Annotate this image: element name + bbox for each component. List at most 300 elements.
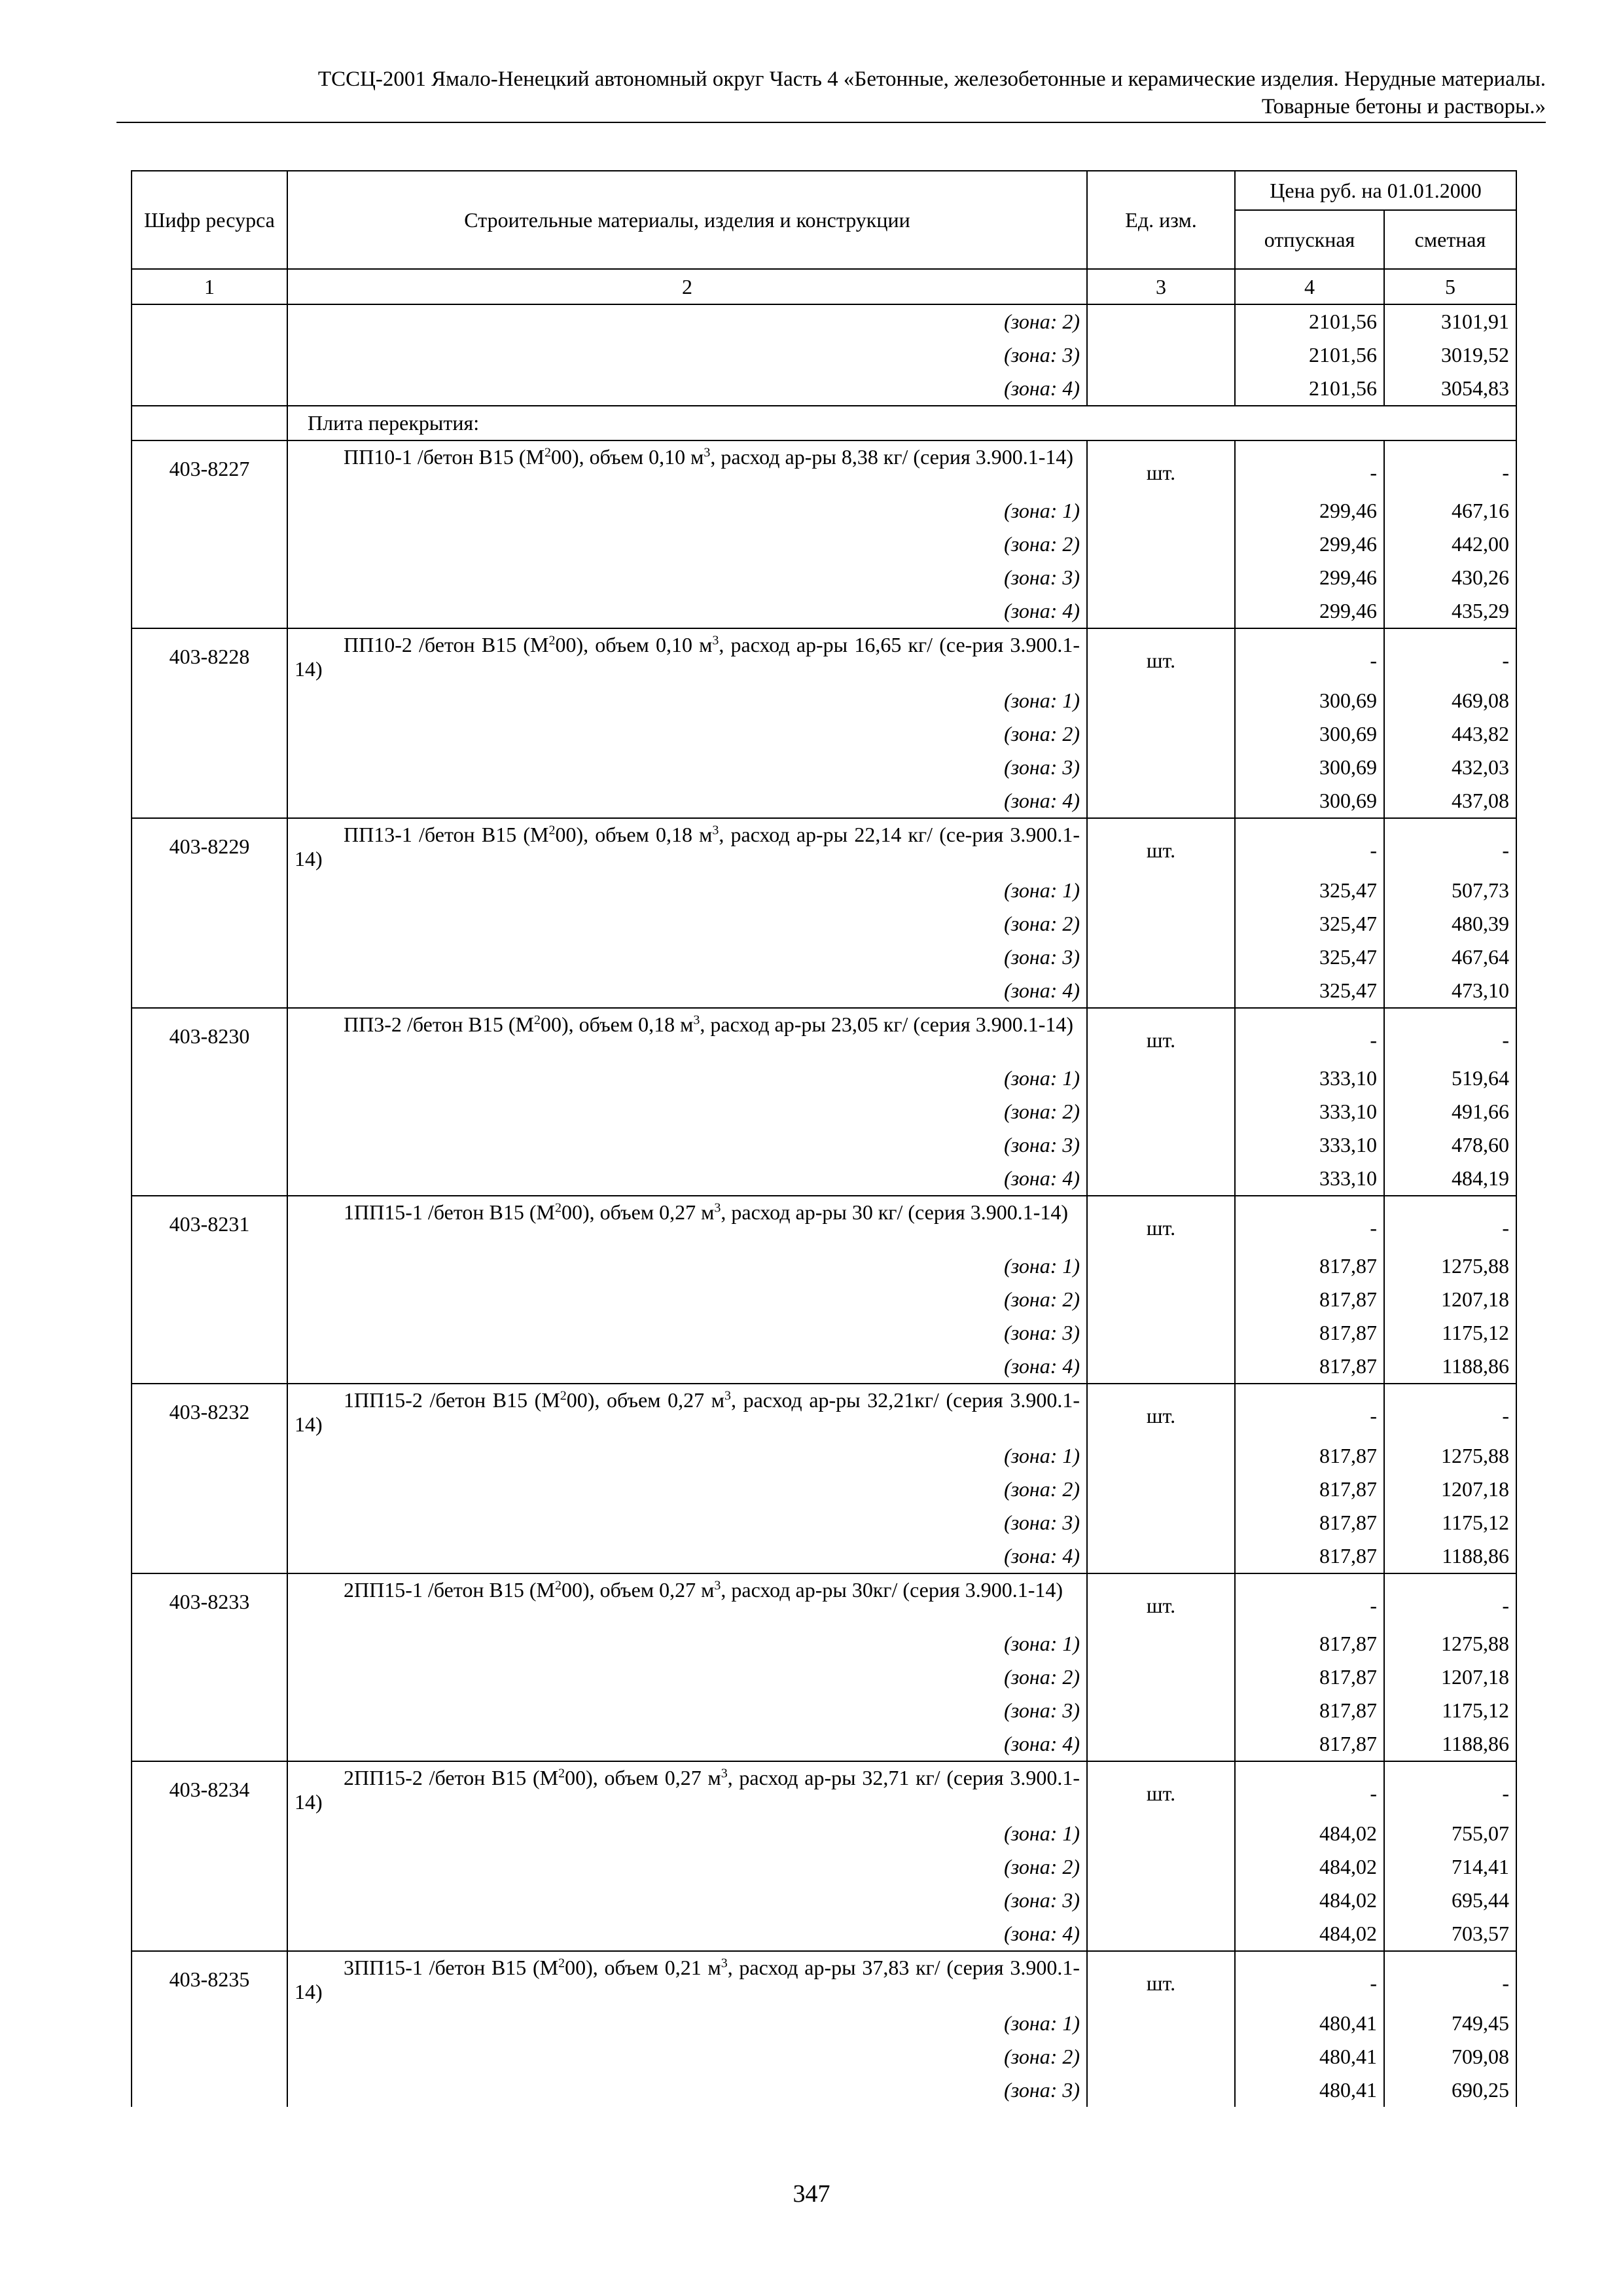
cell-release-price: 333,10 — [1235, 1128, 1384, 1162]
cell-unit: шт. — [1087, 818, 1235, 874]
cell-code-empty — [132, 1473, 287, 1506]
cell-zone: (зона: 1) — [287, 1627, 1087, 1660]
cell-item-name — [287, 628, 1087, 684]
cell-unit-empty — [1087, 874, 1235, 907]
cell-unit-empty — [1087, 1817, 1235, 1850]
cell-release-price: 484,02 — [1235, 1917, 1384, 1951]
cell-zone: (зона: 3) — [287, 338, 1087, 372]
item-name-superscript: 3 — [714, 1200, 721, 1215]
table-row-zone — [132, 1128, 1516, 1162]
cell-zone: (зона: 2) — [287, 1660, 1087, 1694]
table-row-item — [132, 1384, 1516, 1439]
cell-unit-empty — [1087, 528, 1235, 561]
item-name-superscript: 3 — [721, 1766, 728, 1781]
cell-estimate-price: 484,19 — [1384, 1162, 1516, 1196]
table-header — [132, 171, 1516, 304]
col-header-price: Цена руб. на 01.01.2000 — [1235, 171, 1516, 210]
cell-zone: (зона: 2) — [287, 1473, 1087, 1506]
cell-unit-empty — [1087, 1473, 1235, 1506]
cell-release-price: 325,47 — [1235, 907, 1384, 941]
cell-zone: (зона: 4) — [287, 1350, 1087, 1384]
cell-release-price: 325,47 — [1235, 874, 1384, 907]
table-row-section — [132, 406, 1516, 440]
item-name-part: ПП3-2 /бетон В15 (М — [344, 1013, 534, 1036]
cell-unit-empty — [1087, 1316, 1235, 1350]
cell-zone: (зона: 3) — [287, 1316, 1087, 1350]
cell-code-empty — [132, 2007, 287, 2040]
item-name-part: , расход ар-ры 30 кг/ (серия 3.900.1-14) — [721, 1200, 1069, 1224]
cell-code-empty — [132, 1539, 287, 1573]
cell-code-empty — [132, 528, 287, 561]
table-row-zone — [132, 1627, 1516, 1660]
cell-unit-empty — [1087, 561, 1235, 594]
cell-release-price: - — [1235, 1951, 1384, 2007]
table-row-zone — [132, 2073, 1516, 2107]
table-row-zone — [132, 561, 1516, 594]
cell-release-price: - — [1235, 1384, 1384, 1439]
cell-estimate-price: 507,73 — [1384, 874, 1516, 907]
table-row-zone — [132, 528, 1516, 561]
section-title: Плита перекрытия: — [287, 406, 1516, 440]
cell-zone: (зона: 3) — [287, 1506, 1087, 1539]
cell-unit-empty — [1087, 594, 1235, 628]
price-table — [131, 170, 1517, 2107]
item-name-superscript: 2 — [548, 823, 556, 838]
cell-estimate-price: 703,57 — [1384, 1917, 1516, 1951]
cell-estimate-price: 432,03 — [1384, 751, 1516, 784]
page-number: 347 — [793, 2180, 830, 2208]
cell-resource-code: 403-8232 — [132, 1384, 287, 1439]
cell-zone: (зона: 4) — [287, 1727, 1087, 1761]
item-name-part: 00), объем 0,27 м — [561, 1200, 715, 1224]
cell-code-empty — [132, 1249, 287, 1283]
cell-estimate-price: - — [1384, 818, 1516, 874]
table-row-item — [132, 440, 1516, 494]
cell-unit-empty — [1087, 907, 1235, 941]
table-row-zone — [132, 1817, 1516, 1850]
cell-release-price: 299,46 — [1235, 594, 1384, 628]
cell-estimate-price: 435,29 — [1384, 594, 1516, 628]
cell-release-price: - — [1235, 1573, 1384, 1627]
table-row-zone — [132, 1473, 1516, 1506]
cell-release-price: 333,10 — [1235, 1162, 1384, 1196]
table-row-zone — [132, 1283, 1516, 1316]
cell-release-price: 299,46 — [1235, 561, 1384, 594]
item-name-part: , расход ар-ры 16,65 кг/ (се-рия 3.900.1-14) — [294, 633, 1080, 681]
cell-release-price: - — [1235, 628, 1384, 684]
table-row-zone — [132, 1162, 1516, 1196]
cell-unit-empty — [1087, 1062, 1235, 1095]
cell-release-price: 300,69 — [1235, 784, 1384, 818]
cell-code-empty — [132, 494, 287, 528]
table-row-zone — [132, 1095, 1516, 1128]
cell-item-name — [287, 818, 1087, 874]
cell-estimate-price: - — [1384, 1008, 1516, 1062]
cell-unit-empty — [1087, 1917, 1235, 1951]
cell-unit-empty — [1087, 1506, 1235, 1539]
cell-unit-empty — [1087, 1694, 1235, 1727]
item-name-superscript: 2 — [558, 1766, 565, 1781]
cell-release-price: 817,87 — [1235, 1727, 1384, 1761]
cell-estimate-price: 480,39 — [1384, 907, 1516, 941]
cell-release-price: 2101,56 — [1235, 304, 1384, 338]
cell-zone: (зона: 2) — [287, 717, 1087, 751]
cell-unit-empty — [1087, 1350, 1235, 1384]
table-row-zone — [132, 304, 1516, 338]
cell-release-price: 484,02 — [1235, 1817, 1384, 1850]
cell-unit-empty — [1087, 717, 1235, 751]
item-name-part: 00), объем 0,10 м — [555, 633, 713, 656]
table-row-zone — [132, 1850, 1516, 1884]
cell-release-price: 480,41 — [1235, 2007, 1384, 2040]
cell-unit-empty — [1087, 941, 1235, 974]
cell-resource-code: 403-8228 — [132, 628, 287, 684]
cell-unit-empty — [1087, 1539, 1235, 1573]
cell-release-price: 2101,56 — [1235, 338, 1384, 372]
cell-zone: (зона: 1) — [287, 2007, 1087, 2040]
cell-unit-empty — [1087, 1162, 1235, 1196]
cell-estimate-price: 755,07 — [1384, 1817, 1516, 1850]
table-row-zone — [132, 338, 1516, 372]
cell-release-price: 817,87 — [1235, 1473, 1384, 1506]
cell-estimate-price: 1207,18 — [1384, 1660, 1516, 1694]
cell-code-empty — [132, 684, 287, 717]
cell-unit-empty — [1087, 338, 1235, 372]
cell-estimate-price: 430,26 — [1384, 561, 1516, 594]
cell-estimate-price: 443,82 — [1384, 717, 1516, 751]
item-name-part: , расход ар-ры 32,21кг/ (серия 3.900.1-14) — [294, 1388, 1080, 1436]
cell-release-price: 817,87 — [1235, 1350, 1384, 1384]
cell-code-empty — [132, 941, 287, 974]
cell-estimate-price: - — [1384, 1196, 1516, 1249]
cell-estimate-price: - — [1384, 1761, 1516, 1817]
cell-release-price: - — [1235, 1196, 1384, 1249]
cell-code-empty — [132, 1660, 287, 1694]
page-header — [116, 65, 1546, 120]
cell-code-empty — [132, 1128, 287, 1162]
cell-release-price: 325,47 — [1235, 941, 1384, 974]
table-row-item — [132, 1196, 1516, 1249]
col-header-unit: Ед. изм. — [1087, 171, 1235, 269]
cell-unit: шт. — [1087, 1951, 1235, 2007]
table-row-item — [132, 1008, 1516, 1062]
cell-code-empty — [132, 1850, 287, 1884]
cell-estimate-price: 749,45 — [1384, 2007, 1516, 2040]
cell-item-name — [287, 440, 1087, 494]
cell-release-price: 817,87 — [1235, 1694, 1384, 1727]
cell-zone: (зона: 4) — [287, 784, 1087, 818]
cell-unit-empty — [1087, 751, 1235, 784]
table-row-zone — [132, 717, 1516, 751]
item-name-part: 2ПП15-1 /бетон В15 (М — [344, 1578, 555, 1602]
table-row-item — [132, 1573, 1516, 1627]
cell-release-price: 333,10 — [1235, 1062, 1384, 1095]
cell-code-empty — [132, 1062, 287, 1095]
cell-estimate-price: 714,41 — [1384, 1850, 1516, 1884]
cell-unit: шт. — [1087, 1384, 1235, 1439]
cell-release-price: 817,87 — [1235, 1439, 1384, 1473]
cell-code-empty — [132, 1439, 287, 1473]
cell-zone: (зона: 4) — [287, 594, 1087, 628]
cell-unit: шт. — [1087, 440, 1235, 494]
item-name-superscript: 2 — [554, 1200, 562, 1215]
col-header-estimate: сметная — [1384, 210, 1516, 269]
cell-code-empty — [132, 561, 287, 594]
col-number: 3 — [1087, 269, 1235, 304]
cell-unit-empty — [1087, 1627, 1235, 1660]
item-name-superscript: 2 — [560, 1388, 567, 1403]
cell-unit-empty — [1087, 1884, 1235, 1917]
table-row-item — [132, 628, 1516, 684]
cell-estimate-price: - — [1384, 440, 1516, 494]
cell-unit-empty — [1087, 1128, 1235, 1162]
cell-resource-code: 403-8227 — [132, 440, 287, 494]
cell-release-price: 484,02 — [1235, 1850, 1384, 1884]
cell-release-price: 817,87 — [1235, 1539, 1384, 1573]
cell-zone: (зона: 1) — [287, 1249, 1087, 1283]
cell-zone: (зона: 2) — [287, 2040, 1087, 2073]
table-row-zone — [132, 974, 1516, 1008]
header-rule — [116, 122, 1546, 123]
cell-estimate-price: 1275,88 — [1384, 1627, 1516, 1660]
cell-release-price: 300,69 — [1235, 717, 1384, 751]
cell-resource-code: 403-8229 — [132, 818, 287, 874]
cell-estimate-price: 1207,18 — [1384, 1283, 1516, 1316]
item-name-part: ПП10-2 /бетон В15 (М — [344, 633, 549, 656]
cell-code-empty — [132, 1316, 287, 1350]
cell-item-name — [287, 1384, 1087, 1439]
cell-zone: (зона: 3) — [287, 1128, 1087, 1162]
table-row-zone — [132, 372, 1516, 406]
cell-release-price: 817,87 — [1235, 1627, 1384, 1660]
cell-release-price: 484,02 — [1235, 1884, 1384, 1917]
cell-zone: (зона: 2) — [287, 1283, 1087, 1316]
cell-estimate-price: 469,08 — [1384, 684, 1516, 717]
cell-resource-code: 403-8234 — [132, 1761, 287, 1817]
cell-unit-empty — [1087, 1727, 1235, 1761]
item-name-part: , расход ар-ры 8,38 кг/ (серия 3.900.1-14) — [710, 445, 1074, 469]
table-row-item — [132, 1761, 1516, 1817]
item-name-part: , расход ар-ры 30кг/ (серия 3.900.1-14) — [721, 1578, 1063, 1602]
col-number: 1 — [132, 269, 287, 304]
table-row-zone — [132, 494, 1516, 528]
cell-resource-code: 403-8231 — [132, 1196, 287, 1249]
cell-code-empty — [132, 1917, 287, 1951]
col-number: 4 — [1235, 269, 1384, 304]
cell-unit-empty — [1087, 2040, 1235, 2073]
cell-code-empty — [132, 907, 287, 941]
cell-estimate-price: 1175,12 — [1384, 1694, 1516, 1727]
cell-estimate-price: - — [1384, 1384, 1516, 1439]
item-name-part: , расход ар-ры 22,14 кг/ (се-рия 3.900.1-14) — [294, 823, 1080, 870]
cell-release-price: 299,46 — [1235, 528, 1384, 561]
table-row-zone — [132, 1660, 1516, 1694]
cell-zone: (зона: 4) — [287, 1917, 1087, 1951]
cell-estimate-price: 1275,88 — [1384, 1249, 1516, 1283]
cell-resource-code: 403-8235 — [132, 1951, 287, 2007]
item-name-superscript: 3 — [714, 1578, 721, 1593]
cell-release-price: 817,87 — [1235, 1283, 1384, 1316]
cell-code-empty — [132, 1350, 287, 1384]
cell-estimate-price: 3054,83 — [1384, 372, 1516, 406]
cell-unit: шт. — [1087, 1573, 1235, 1627]
cell-unit-empty — [1087, 1850, 1235, 1884]
cell-release-price: 333,10 — [1235, 1095, 1384, 1128]
cell-estimate-price: 1188,86 — [1384, 1727, 1516, 1761]
cell-zone: (зона: 2) — [287, 1095, 1087, 1128]
cell-code-empty — [132, 2073, 287, 2107]
cell-zone: (зона: 3) — [287, 751, 1087, 784]
cell-release-price: 817,87 — [1235, 1316, 1384, 1350]
cell-zone: (зона: 4) — [287, 1162, 1087, 1196]
table-row-zone — [132, 1884, 1516, 1917]
cell-code-empty — [132, 717, 287, 751]
cell-estimate-price: 690,25 — [1384, 2073, 1516, 2107]
table-row-zone — [132, 784, 1516, 818]
cell-code-empty — [132, 338, 287, 372]
cell-unit: шт. — [1087, 1008, 1235, 1062]
table-row-zone — [132, 684, 1516, 717]
cell-release-price: 300,69 — [1235, 751, 1384, 784]
cell-code-empty — [132, 1727, 287, 1761]
table-row-zone — [132, 1539, 1516, 1573]
table-body — [132, 304, 1516, 2107]
cell-code-empty — [132, 874, 287, 907]
cell-code-empty — [132, 1162, 287, 1196]
cell-code-empty — [132, 751, 287, 784]
cell-estimate-price: 473,10 — [1384, 974, 1516, 1008]
cell-zone: (зона: 1) — [287, 1062, 1087, 1095]
table-row-zone — [132, 1439, 1516, 1473]
cell-estimate-price: 1175,12 — [1384, 1316, 1516, 1350]
cell-unit-empty — [1087, 1660, 1235, 1694]
cell-release-price: 817,87 — [1235, 1506, 1384, 1539]
item-name-superscript: 2 — [533, 1013, 541, 1028]
cell-code-empty — [132, 304, 287, 338]
table-row-zone — [132, 2007, 1516, 2040]
cell-unit-empty — [1087, 1439, 1235, 1473]
item-name-superscript: 2 — [548, 633, 556, 648]
cell-estimate-price: 1188,86 — [1384, 1539, 1516, 1573]
cell-resource-code: 403-8230 — [132, 1008, 287, 1062]
table-row-zone — [132, 1917, 1516, 1951]
cell-zone: (зона: 3) — [287, 2073, 1087, 2107]
cell-estimate-price: 1207,18 — [1384, 1473, 1516, 1506]
item-name-superscript: 3 — [693, 1013, 700, 1028]
cell-zone: (зона: 4) — [287, 372, 1087, 406]
cell-zone: (зона: 2) — [287, 304, 1087, 338]
cell-unit-empty — [1087, 784, 1235, 818]
cell-zone: (зона: 3) — [287, 1694, 1087, 1727]
cell-estimate-price: 491,66 — [1384, 1095, 1516, 1128]
cell-code-empty — [132, 594, 287, 628]
cell-release-price: - — [1235, 440, 1384, 494]
item-name-superscript: 3 — [704, 445, 711, 460]
cell-code-empty — [132, 2040, 287, 2073]
cell-estimate-price: 1188,86 — [1384, 1350, 1516, 1384]
cell-code-empty — [132, 372, 287, 406]
cell-unit-empty — [1087, 1095, 1235, 1128]
item-name-part: 3ПП15-1 /бетон В15 (М — [344, 1956, 559, 1979]
cell-estimate-price: - — [1384, 628, 1516, 684]
table-row-zone — [132, 2040, 1516, 2073]
item-name-part: 00), объем 0,27 м — [566, 1388, 724, 1412]
cell-estimate-price: 1175,12 — [1384, 1506, 1516, 1539]
item-name-part: ПП13-1 /бетон В15 (М — [344, 823, 549, 846]
cell-item-name — [287, 1573, 1087, 1627]
table-row-item — [132, 818, 1516, 874]
cell-unit-empty — [1087, 2073, 1235, 2107]
item-name-superscript: 3 — [712, 823, 719, 838]
cell-zone: (зона: 2) — [287, 1850, 1087, 1884]
cell-zone: (зона: 1) — [287, 684, 1087, 717]
cell-release-price: 2101,56 — [1235, 372, 1384, 406]
cell-release-price: 325,47 — [1235, 974, 1384, 1008]
cell-code-empty — [132, 1884, 287, 1917]
cell-unit-empty — [1087, 1249, 1235, 1283]
cell-code-empty — [132, 1506, 287, 1539]
item-name-superscript: 3 — [721, 1956, 728, 1971]
cell-estimate-price: 709,08 — [1384, 2040, 1516, 2073]
cell-estimate-price: 437,08 — [1384, 784, 1516, 818]
item-name-part: 00), объем 0,18 м — [555, 823, 713, 846]
cell-code-empty — [132, 1095, 287, 1128]
item-name-superscript: 3 — [724, 1388, 731, 1403]
cell-release-price: 299,46 — [1235, 494, 1384, 528]
item-name-part: 00), объем 0,18 м — [540, 1013, 694, 1036]
table-row-zone — [132, 1694, 1516, 1727]
table-row-zone — [132, 594, 1516, 628]
item-name-part: 00), объем 0,21 м — [565, 1956, 721, 1979]
cell-unit-empty — [1087, 494, 1235, 528]
cell-release-price: 480,41 — [1235, 2073, 1384, 2107]
cell-zone: (зона: 1) — [287, 494, 1087, 528]
cell-estimate-price: - — [1384, 1573, 1516, 1627]
cell-unit-empty — [1087, 372, 1235, 406]
cell-unit: шт. — [1087, 628, 1235, 684]
item-name-part: 00), объем 0,10 м — [550, 445, 704, 469]
col-header-release: отпускная — [1235, 210, 1384, 269]
cell-estimate-price: 478,60 — [1384, 1128, 1516, 1162]
cell-code-empty — [132, 1627, 287, 1660]
cell-zone: (зона: 1) — [287, 874, 1087, 907]
cell-estimate-price: 3019,52 — [1384, 338, 1516, 372]
cell-code-empty — [132, 1694, 287, 1727]
cell-estimate-price: - — [1384, 1951, 1516, 2007]
cell-unit-empty — [1087, 684, 1235, 717]
cell-zone: (зона: 3) — [287, 561, 1087, 594]
table-row-zone — [132, 941, 1516, 974]
cell-zone: (зона: 4) — [287, 1539, 1087, 1573]
cell-item-name — [287, 1951, 1087, 2007]
cell-estimate-price: 3101,91 — [1384, 304, 1516, 338]
cell-code-empty — [132, 974, 287, 1008]
table-row-zone — [132, 751, 1516, 784]
col-number: 2 — [287, 269, 1087, 304]
cell-release-price: - — [1235, 1761, 1384, 1817]
item-name-part: 00), объем 0,27 м — [561, 1578, 715, 1602]
table-row-zone — [132, 874, 1516, 907]
table-row-zone — [132, 1727, 1516, 1761]
cell-estimate-price: 467,16 — [1384, 494, 1516, 528]
item-name-part: , расход ар-ры 32,71 кг/ (серия 3.900.1-14) — [294, 1766, 1080, 1814]
item-name-part: ПП10-1 /бетон В15 (М — [344, 445, 544, 469]
cell-code-empty — [132, 784, 287, 818]
table-row-zone — [132, 1506, 1516, 1539]
cell-zone: (зона: 2) — [287, 907, 1087, 941]
table-row-item — [132, 1951, 1516, 2007]
cell-zone: (зона: 1) — [287, 1817, 1087, 1850]
